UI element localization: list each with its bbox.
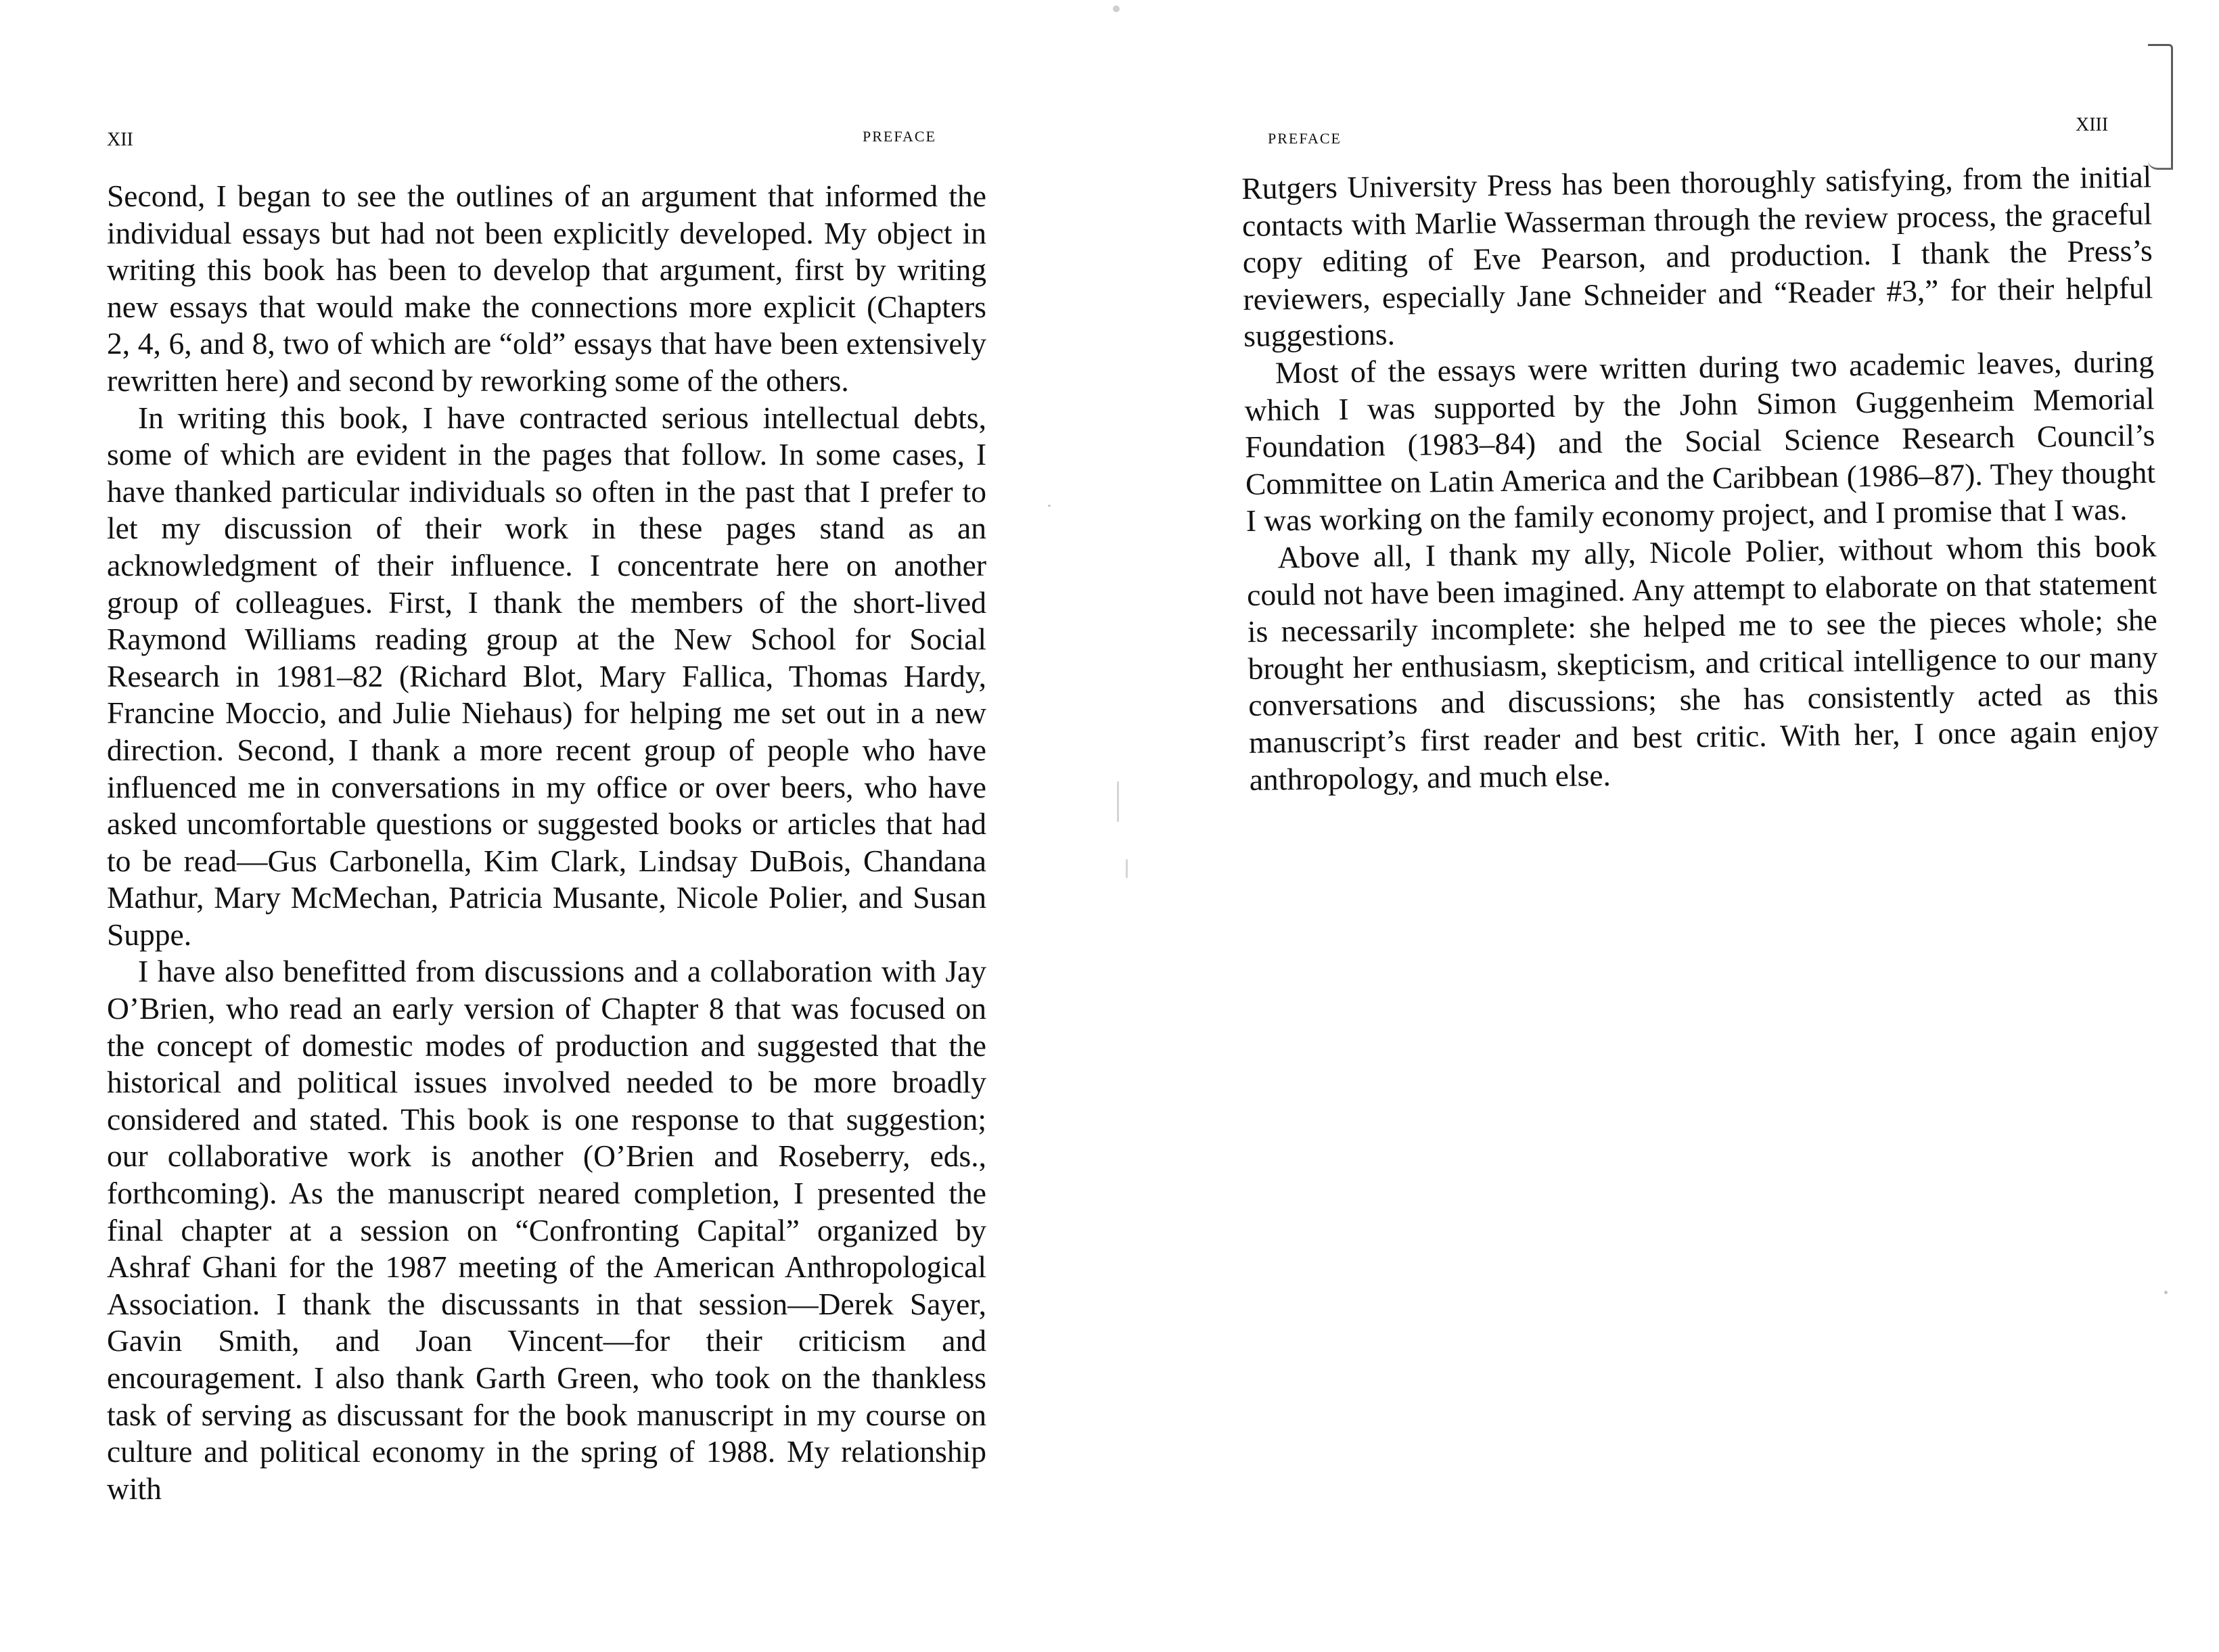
paragraph: Second, I began to see the outlines of an argument that informed the individual essays but had not been explicitly developed. My object in writing this book has been to develop that argument, first by writing new essays that would make the connections more explicit (Chapters 2, 4, 6, and 8, two of which are “old” essays that have been extensively rewritten here) and second by reworking some of the others. — [107, 179, 986, 398]
paragraph: Rutgers University Press has been thoroughly satisfying, from the initial contacts with Marlie Wasserman through the review process, the graceful copy editing of Eve Pearson, and production. I thank the Press’s reviewers, especially Jane Schneider and “Reader #3,” for their helpful suggestions. — [1241, 159, 2153, 354]
gutter-shadow — [1126, 859, 1128, 878]
page-number: xii — [107, 121, 133, 152]
paragraph: In writing this book, I have contracted serious intellectual debts, some of which are evident in the pages that follow. In some cases, I have thanked particular individuals so often in the past that I prefer to let my discussion of their work in these pages stand as an acknowledgment of their influence. I concentrate here on another group of colleagues. First, I thank the members of the short-lived Raymond Williams reading group at the New School for Social Research in 1981–82 (Richard Blot, Mary Fallica, Thomas Hardy, Francine Moccio, and Julie Niehaus) for helping me set out in a new direction. Second, I thank a more recent group of people who have influenced me in conversations in my office or over beers, who have asked uncomfortable questions or suggested books or articles that had to be read—Gus Carbonella, Kim Clark, Lindsay DuBois, Chandana Mathur, Mary McMechan, Patricia Musante, Nicole Polier, and Susan Suppe. — [107, 400, 986, 952]
body-text — [107, 178, 986, 1507]
running-head: preface — [863, 122, 936, 146]
scan-speck — [1048, 505, 1051, 507]
right-page — [1110, 0, 2219, 1652]
body-text — [1241, 158, 2159, 798]
running-head: preface — [1268, 124, 1342, 148]
scan-speck — [2164, 1291, 2168, 1294]
paragraph: Most of the essays were written during two academic leaves, during which I was supported by the John Simon Guggenheim Memorial Foundation (1983–84) and the Social Science Research Council’s Committee on Latin America and the Caribbean (1986–87). They thought I was working on the family economy project, and I promise that I was. — [1244, 344, 2156, 538]
paragraph: Above all, I thank my ally, Nicole Polier, without whom this book could not have been imagined. Any attempt to elaborate on that statement is necessarily incomplete: she helped me to see the pieces whole; she brought her enthusiasm, skepticism, and critical intelligence to our many conversations and discussions; she has consistently acted as this manuscript’s first reader and best critic. With her, I once again enjoy anthropology, and much else. — [1246, 528, 2159, 797]
paragraph: I have also benefitted from discussions and a collaboration with Jay O’Brien, who read an early version of Chapter 8 that was focused on the concept of domestic modes of production and suggested that the historical and political issues involved needed to be more broadly considered and stated. This book is one response to that suggestion; our collaborative work is another (O’Brien and Roseberry, eds., forthcoming). As the manuscript neared completion, I presented the final chapter at a session on “Confronting Capital” organized by Ashraf Ghani for the 1987 meeting of the American Anthropological Association. I thank the discussants in that session—Derek Sayer, Gavin Smith, and Joan Vincent—for their criticism and encouragement. I also thank Garth Green, who took on the thankless task of serving as discussant for the book manuscript in my course on culture and political economy in the spring of 1988. My relationship with — [107, 954, 986, 1506]
scan-edge-mark — [2148, 44, 2173, 170]
gutter-shadow — [1117, 781, 1119, 822]
page-number: xiii — [2076, 106, 2109, 137]
scan-speck — [1113, 5, 1120, 12]
